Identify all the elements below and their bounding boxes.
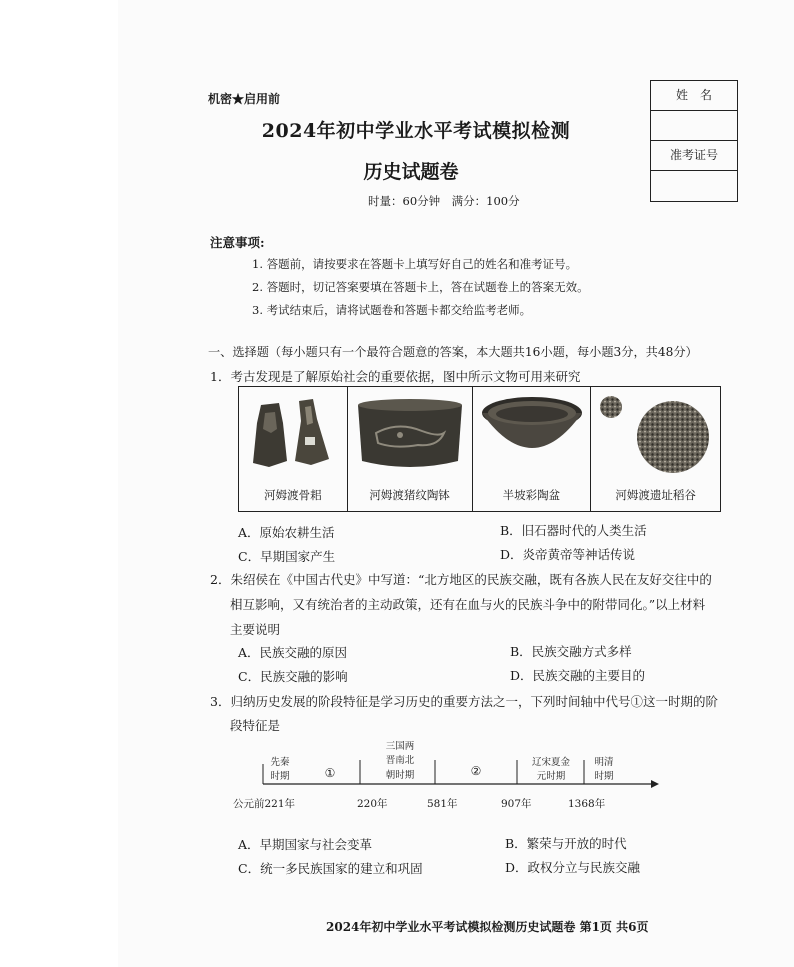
name-field[interactable] (651, 111, 737, 141)
notice-item: 3. 考试结束后，请将试题卷和答题卡都交给监考老师。 (252, 303, 532, 317)
q2-option-d[interactable]: D．民族交融的主要目的 (510, 668, 646, 683)
artifact-caption: 河姆渡猪纹陶钵 (369, 488, 450, 502)
bone-spade-image (239, 393, 347, 475)
question-3-stem-line: 段特征是 (230, 718, 281, 733)
candidate-info-box (650, 80, 738, 202)
question-1-stem: 1．考古发现是了解原始社会的重要依据，图中所示文物可用来研究 (210, 369, 581, 384)
rice-grains-image (591, 393, 720, 475)
timeline (233, 738, 675, 810)
timeline-period-2: ② (470, 764, 482, 778)
ticket-number-label: 准考证号 (651, 141, 737, 171)
q1-option-b[interactable]: B．旧石器时代的人类生活 (500, 523, 647, 538)
notice-heading: 注意事项: (210, 235, 265, 250)
q3-option-b[interactable]: B．繁荣与开放的时代 (505, 836, 627, 851)
q2-option-a[interactable]: A．民族交融的原因 (238, 645, 348, 660)
pig-pottery-bowl-image (348, 393, 472, 475)
artifact-rice-grains (591, 387, 720, 511)
confidential-label: 机密★启用前 (208, 92, 281, 106)
page-footer: 2024年初中学业水平考试模拟检测历史试题卷 第1页 共6页 (326, 920, 649, 934)
timeline-period-song-yuan: 辽宋夏金 元时期 (531, 757, 570, 783)
ticket-number-field[interactable] (651, 171, 737, 200)
q1-option-a[interactable]: A．原始农耕生活 (238, 525, 335, 540)
timeline-period-pre-qin: 先秦 时期 (270, 757, 290, 783)
timeline-date: 1368年 (568, 798, 606, 810)
notice-item: 1. 答题前，请按要求在答题卡上填写好自己的姓名和准考证号。 (252, 257, 578, 271)
name-label: 姓 名 (651, 81, 737, 111)
timeline-period-three-kingdoms: 三国两 晋南北 朝时期 (385, 741, 415, 781)
question-2-stem-line: 主要说明 (230, 622, 281, 637)
q2-option-c[interactable]: C．民族交融的影响 (238, 669, 348, 684)
artifact-caption: 河姆渡骨耜 (264, 488, 322, 502)
exam-title-text: 2024年初中学业水平考试模拟检测 (261, 120, 571, 142)
question-2-stem-line: 相互影响，又有统治者的主动政策，还有在血与火的民族斗争中的附带同化。”以上材料 (230, 597, 706, 612)
timeline-period-1: ① (324, 766, 336, 780)
artifact-caption: 半坡彩陶盆 (502, 488, 561, 502)
q3-option-a[interactable]: A．早期国家与社会变革 (238, 837, 373, 852)
artifact-painted-basin (473, 387, 592, 511)
timeline-date: 581年 (427, 798, 458, 810)
q3-option-c[interactable]: C．统一多民族国家的建立和巩固 (238, 861, 423, 876)
q2-option-b[interactable]: B．民族交融方式多样 (510, 644, 632, 659)
exam-subtitle-text: 历史试题卷 (363, 161, 459, 183)
q1-option-d[interactable]: D．炎帝黄帝等神话传说 (500, 547, 636, 562)
q1-option-c[interactable]: C．早期国家产生 (238, 549, 336, 564)
time-info: 时量：60分钟 满分：100分 (368, 194, 520, 208)
timeline-date: 220年 (357, 798, 388, 810)
artifact-caption: 河姆渡遗址稻谷 (615, 488, 696, 502)
question-3-stem-line: 3．归纳历史发展的阶段特征是学习历史的重要方法之一，下列时间轴中代号①这一时期的阶 (210, 694, 718, 709)
timeline-period-ming-qing: 明清 时期 (594, 757, 614, 783)
artifact-images (238, 386, 721, 512)
artifact-pig-bowl (348, 387, 473, 511)
section-heading: 一、选择题（每小题只有一个最符合题意的答案，本大题共16小题，每小题3分，共48分） (208, 345, 698, 359)
notice-item: 2. 答题时，切记答案要填在答题卡上，答在试题卷上的答案无效。 (252, 280, 589, 294)
timeline-date: 907年 (501, 798, 532, 810)
painted-pottery-basin-image (473, 393, 591, 475)
timeline-date: 公元前221年 (233, 798, 296, 810)
artifact-bone-spade (239, 387, 348, 511)
q3-option-d[interactable]: D．政权分立与民族交融 (505, 860, 641, 875)
question-2-stem-line: 2．朱绍侯在《中国古代史》中写道：“北方地区的民族交融，既有各族人民在友好交往中的 (210, 572, 712, 587)
